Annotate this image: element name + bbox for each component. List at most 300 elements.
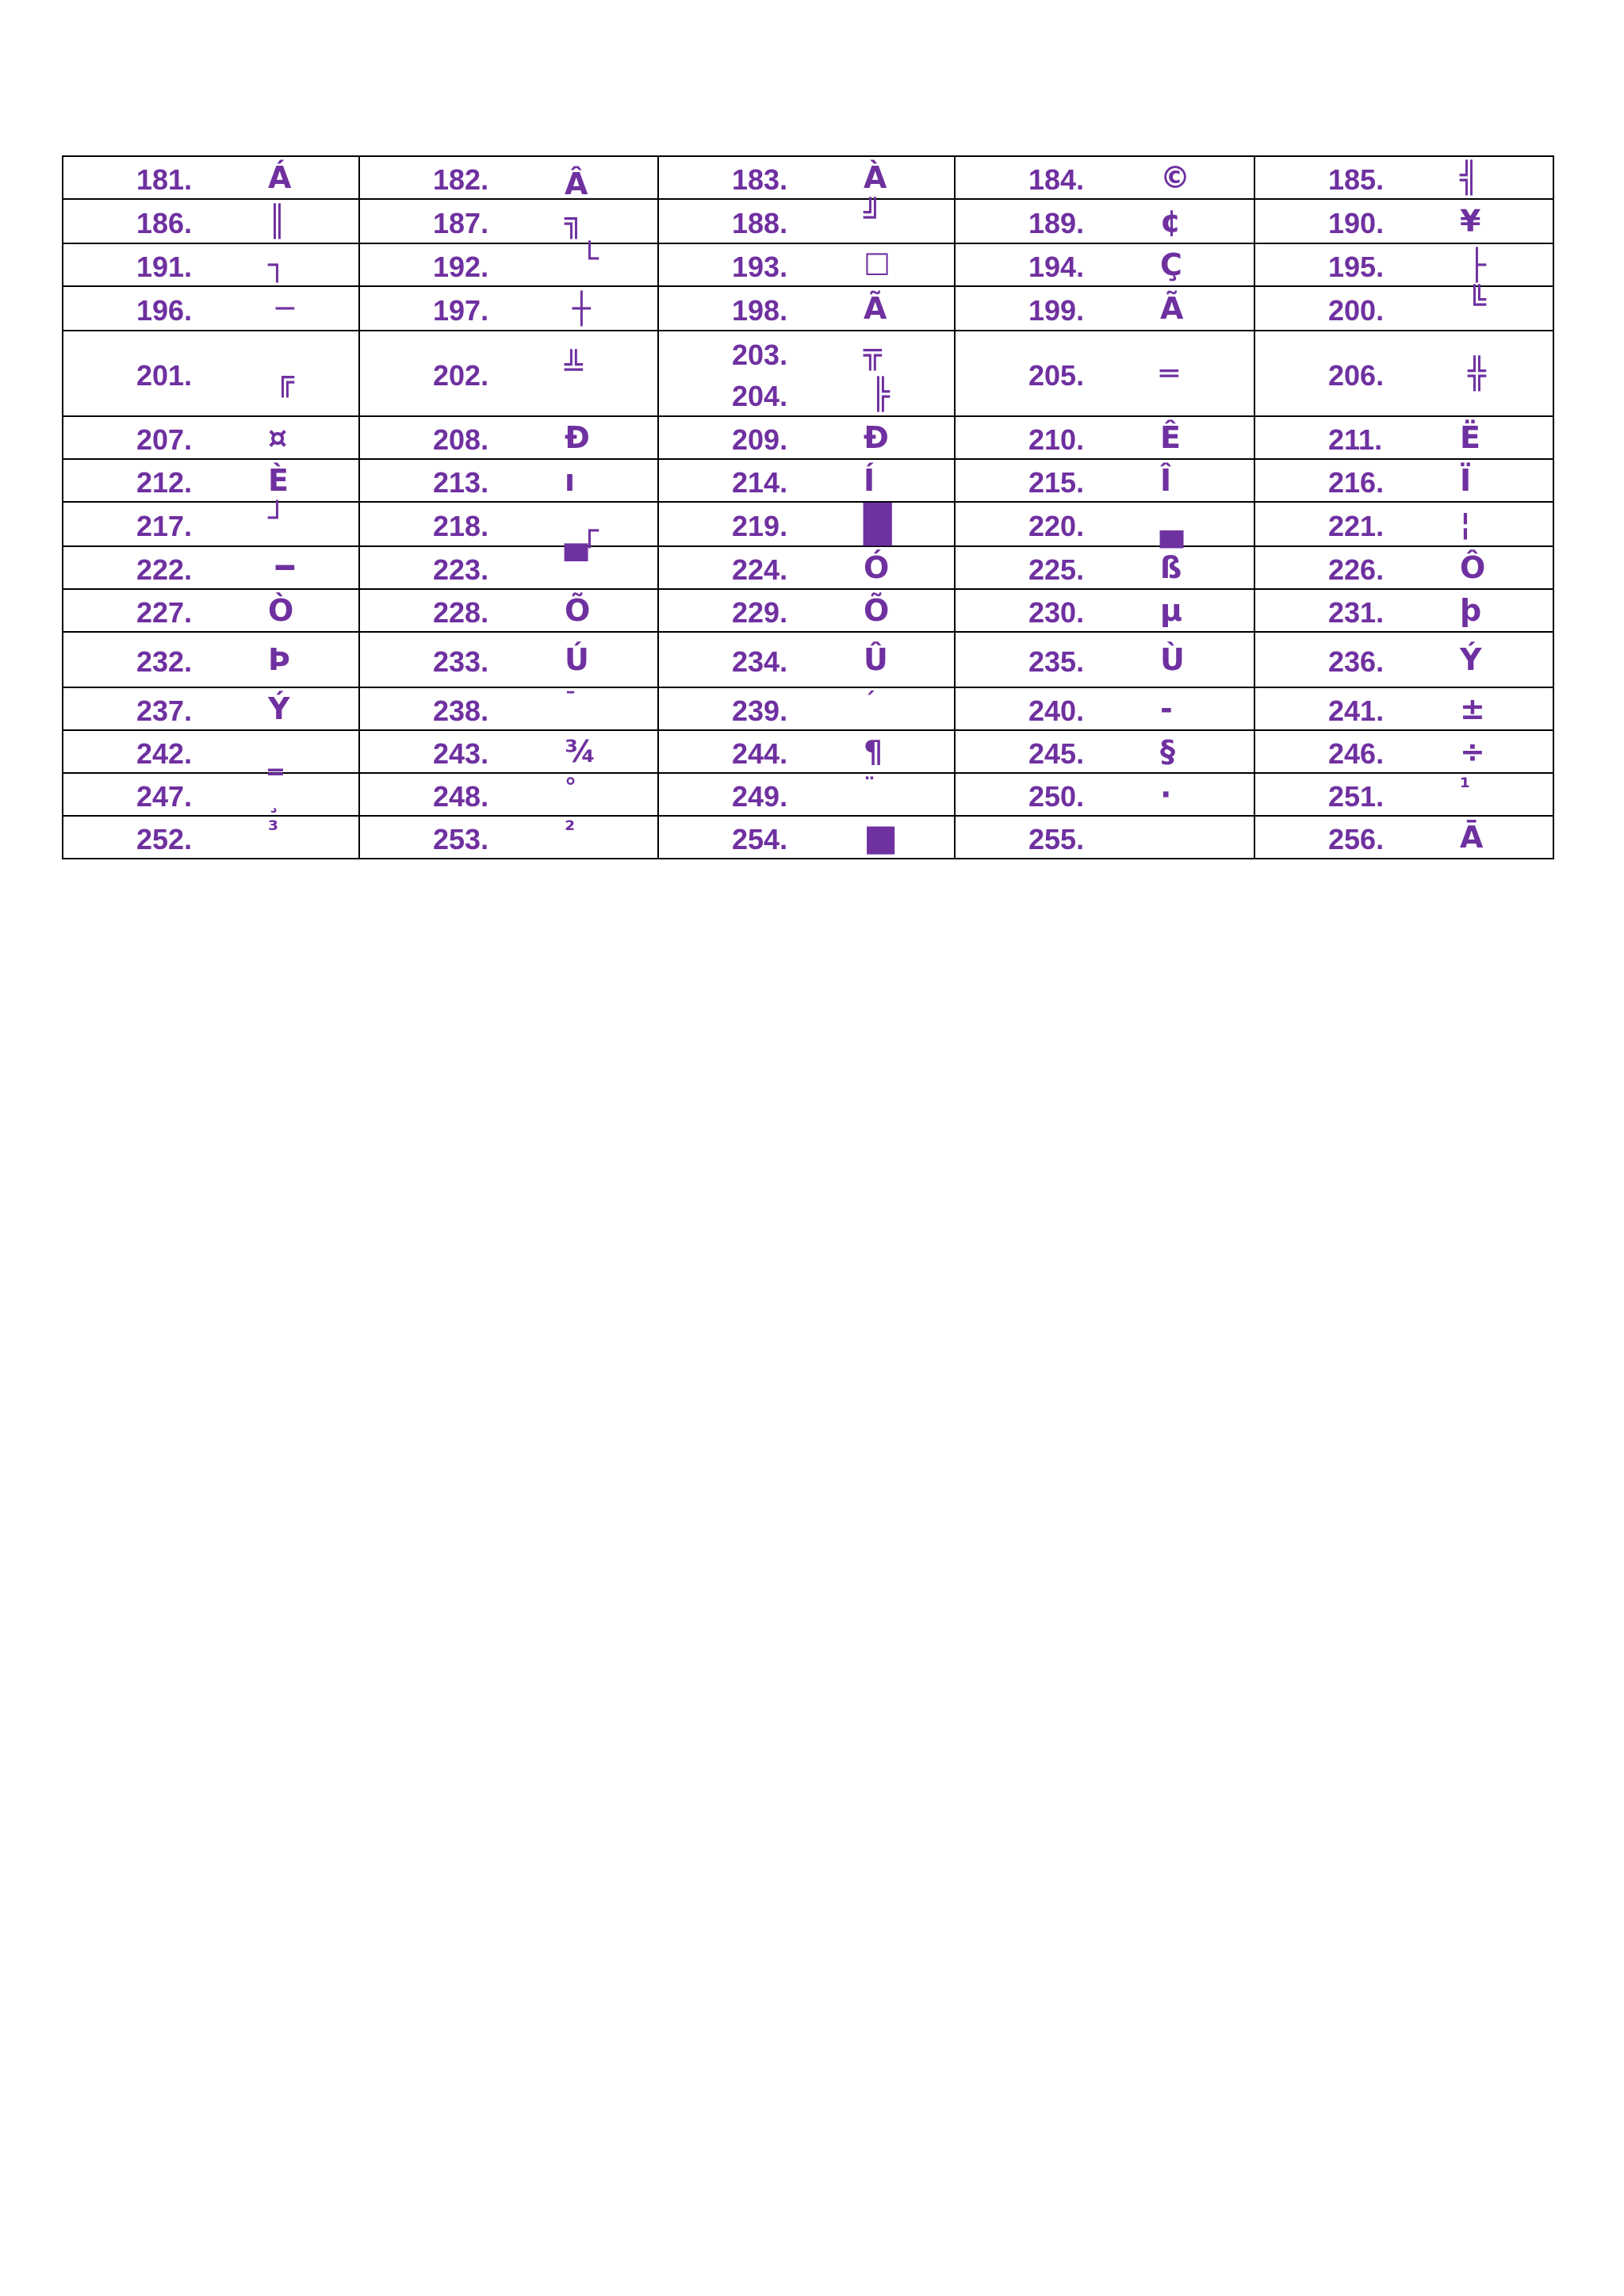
code-number: 185. [1328, 163, 1385, 196]
code-entry [63, 288, 358, 329]
code-symbol: └ [580, 241, 599, 276]
code-entry [63, 731, 358, 775]
table-cell [955, 632, 1254, 687]
code-symbol: Á [268, 160, 292, 195]
code-number: 238. [433, 695, 489, 727]
code-number: 215. [1028, 466, 1085, 499]
code-number: 237. [136, 695, 193, 727]
code-number: 194. [1028, 251, 1085, 283]
code-entry [659, 639, 954, 680]
table-body [63, 156, 1553, 859]
code-entry [956, 547, 1254, 588]
table-cell [63, 546, 359, 589]
code-entry [659, 731, 954, 772]
code-entry [659, 817, 954, 858]
table-cell [1254, 199, 1553, 243]
code-symbol: ╩ [565, 350, 583, 385]
code-entry [659, 157, 954, 198]
code-entry [1255, 590, 1553, 631]
code-symbol: ☐ [864, 247, 891, 282]
code-entry [63, 201, 358, 242]
code-entry [63, 817, 358, 858]
table-cell [658, 546, 955, 589]
table-cell [63, 632, 359, 687]
code-number: 249. [732, 780, 788, 813]
code-number: 211. [1328, 423, 1383, 456]
table-cell [359, 199, 658, 243]
code-number: 235. [1028, 645, 1085, 678]
code-number: 256. [1328, 823, 1385, 855]
code-symbol: ║ [268, 204, 286, 239]
code-symbol: ¶ [864, 734, 883, 769]
code-symbol: Ð [565, 420, 590, 455]
code-number: 233. [433, 645, 489, 678]
table-cell [1254, 331, 1553, 416]
code-symbol: Ý [1460, 642, 1482, 677]
code-entry [1255, 417, 1553, 458]
code-number: 222. [136, 553, 193, 586]
code-entry [63, 460, 358, 501]
code-number: 193. [732, 251, 788, 283]
code-symbol: ▀ [565, 544, 588, 579]
code-number: 219. [732, 510, 788, 542]
code-number: 212. [136, 466, 193, 499]
table-row [63, 816, 1553, 859]
code-symbol: © [1160, 160, 1190, 195]
table-cell [359, 286, 658, 331]
code-number: 192. [433, 251, 489, 283]
code-entry [360, 639, 657, 680]
table-row [63, 331, 1553, 416]
code-number: 216. [1328, 466, 1385, 499]
code-symbol: Â [565, 166, 588, 201]
code-number: 218. [433, 510, 489, 542]
code-number: 197. [433, 294, 489, 327]
code-entry [956, 288, 1254, 329]
code-entry [659, 460, 954, 501]
code-symbol: Û [864, 642, 888, 677]
code-number: 188. [732, 207, 788, 239]
code-symbol: Ã [1160, 291, 1184, 326]
code-symbol: þ [1460, 593, 1482, 628]
code-symbol: ╠ [871, 377, 890, 411]
code-entry [1255, 639, 1553, 680]
table-row [63, 687, 1553, 730]
code-symbol: Ê [1160, 420, 1181, 455]
table-row [63, 589, 1553, 632]
code-number: 209. [732, 423, 788, 456]
code-number: 214. [732, 466, 788, 499]
code-number: 181. [136, 163, 193, 196]
code-entry [1255, 157, 1553, 198]
table-cell [658, 286, 955, 331]
code-symbol: ━ [276, 550, 294, 585]
code-number: 223. [433, 553, 489, 586]
table-cell [955, 730, 1254, 773]
code-entry [956, 201, 1254, 242]
code-entry [659, 373, 954, 415]
code-number: 204. [732, 380, 788, 412]
code-symbol: Ý [268, 691, 290, 726]
table-cell [1254, 730, 1553, 773]
code-entry [360, 590, 657, 631]
table-cell [359, 243, 658, 286]
code-number: 226. [1328, 553, 1385, 586]
table-cell [63, 816, 359, 859]
code-entry [956, 157, 1254, 198]
code-entry [956, 731, 1254, 772]
code-symbol: Î [1160, 463, 1172, 498]
code-entry [360, 817, 657, 858]
code-symbol: ¾ [565, 734, 596, 769]
code-entry [659, 774, 954, 815]
table-cell [359, 459, 658, 502]
table-cell [359, 687, 658, 730]
code-symbol: ¹ [1460, 774, 1471, 802]
code-entry [360, 288, 657, 329]
code-symbol: Ó [864, 550, 890, 585]
code-number: 253. [433, 823, 489, 855]
code-entry [659, 244, 954, 285]
code-number: 246. [1328, 737, 1385, 770]
code-symbol: Ù [1160, 642, 1185, 677]
table-cell [1254, 687, 1553, 730]
table-row [63, 243, 1553, 286]
code-number: 195. [1328, 251, 1385, 283]
code-number: 248. [433, 780, 489, 813]
table-cell [1254, 589, 1553, 632]
code-entry [659, 547, 954, 588]
code-symbol: ¥ [1460, 204, 1481, 239]
table-row [63, 459, 1553, 502]
code-number: 189. [1028, 207, 1085, 239]
table-cell [63, 502, 359, 546]
code-entry [659, 288, 954, 329]
code-number: 184. [1028, 163, 1085, 196]
code-symbol: Ô [1460, 550, 1486, 585]
code-symbol: ¯ [565, 688, 576, 716]
table-cell [359, 730, 658, 773]
code-entry [1255, 244, 1553, 285]
code-number: 225. [1028, 553, 1085, 586]
table-cell [63, 416, 359, 459]
code-entry [360, 241, 657, 285]
code-entry [63, 688, 358, 729]
code-symbol: ┐ [268, 247, 286, 282]
code-number: 251. [1328, 780, 1385, 813]
code-symbol: ╚ [1468, 285, 1486, 320]
code-number: 217. [136, 510, 193, 542]
code-number: 213. [433, 466, 489, 499]
code-symbol: ° [565, 774, 576, 802]
table-cell [955, 459, 1254, 502]
code-symbol: ¤ [268, 420, 288, 455]
code-symbol: ╔ [276, 362, 294, 397]
code-number: 241. [1328, 695, 1385, 727]
code-symbol: ─ [276, 291, 294, 326]
table-cell [658, 156, 955, 199]
code-number: 236. [1328, 645, 1385, 678]
code-entry [360, 544, 657, 588]
code-number: 200. [1328, 294, 1385, 327]
table-cell [359, 546, 658, 589]
table-cell [658, 816, 955, 859]
code-symbol: · [1160, 777, 1172, 812]
code-entry [360, 731, 657, 772]
code-symbol: - [1160, 691, 1173, 726]
code-number: 198. [732, 294, 788, 327]
code-entry [1255, 547, 1553, 588]
code-entry [659, 503, 954, 545]
code-number: 255. [1028, 823, 1085, 855]
table-cell [63, 687, 359, 730]
code-symbol: Ā [1460, 820, 1484, 855]
code-entry [659, 197, 954, 242]
code-symbol: Ç [1160, 247, 1182, 282]
code-entry [956, 817, 1254, 858]
code-number: 232. [136, 645, 193, 678]
code-entry [360, 460, 657, 501]
code-entry [956, 244, 1254, 285]
code-entry [1255, 285, 1553, 329]
code-number: 243. [433, 737, 489, 770]
code-symbol: ÷ [1460, 734, 1485, 769]
code-entry [360, 201, 657, 242]
code-symbol: ▄ [1160, 513, 1184, 548]
code-symbol: À [864, 160, 887, 195]
code-entry [360, 688, 657, 729]
table-cell [1254, 416, 1553, 459]
code-entry [659, 417, 954, 458]
table-cell [955, 331, 1254, 416]
table-cell [1254, 243, 1553, 286]
table-cell [359, 773, 658, 816]
code-entry [1255, 688, 1553, 729]
table-cell [63, 589, 359, 632]
code-number: 234. [732, 645, 788, 678]
code-number: 208. [433, 423, 489, 456]
code-number: 245. [1028, 737, 1085, 770]
code-number: 240. [1028, 695, 1085, 727]
code-symbol: ╝ [864, 197, 882, 232]
table-cell [1254, 546, 1553, 589]
table-cell [955, 156, 1254, 199]
code-number: 201. [136, 359, 193, 392]
code-entry [956, 774, 1254, 815]
code-entry [360, 774, 657, 815]
code-entry [63, 353, 358, 397]
code-number: 254. [732, 823, 788, 855]
table-cell [955, 546, 1254, 589]
table-cell [1254, 286, 1553, 331]
table-cell [1254, 156, 1553, 199]
code-symbol: § [1160, 734, 1175, 769]
code-entry [956, 353, 1254, 394]
table-cell [658, 730, 955, 773]
table-cell [955, 199, 1254, 243]
table-cell [658, 687, 955, 730]
code-symbol: ´ [864, 688, 875, 716]
table-cell [63, 773, 359, 816]
code-symbol: Õ [565, 593, 591, 628]
code-number: 242. [136, 737, 193, 770]
code-symbol: Ú [565, 642, 589, 677]
code-entry [956, 503, 1254, 548]
code-entry [63, 500, 358, 545]
code-entry [63, 417, 358, 458]
code-symbol: ┘ [268, 500, 286, 535]
code-entry [63, 157, 358, 198]
code-symbol: ‗ [268, 740, 283, 775]
code-entry [63, 590, 358, 631]
code-symbol: ╗ [565, 204, 583, 239]
table-cell [359, 589, 658, 632]
table-cell [63, 459, 359, 502]
code-symbol: ╣ [1460, 160, 1478, 195]
table-cell [1254, 816, 1553, 859]
code-number: 250. [1028, 780, 1085, 813]
code-entry [956, 639, 1254, 680]
table-cell [955, 687, 1254, 730]
table-cell [1254, 502, 1553, 546]
code-number: 252. [136, 823, 193, 855]
code-number: 207. [136, 423, 193, 456]
code-number: 228. [433, 596, 489, 629]
code-symbol: ³ [268, 817, 279, 844]
code-number: 203. [732, 339, 788, 371]
code-symbol: Ð [864, 420, 889, 455]
table-cell [658, 243, 955, 286]
table-row [63, 730, 1553, 773]
code-entry [63, 547, 358, 588]
table-row [63, 502, 1553, 546]
code-entry [360, 417, 657, 458]
code-entry [659, 688, 954, 729]
table-cell [1254, 632, 1553, 687]
code-symbol: ╬ [1468, 356, 1486, 391]
code-number: 205. [1028, 359, 1085, 392]
code-entry [956, 688, 1254, 729]
code-number: 229. [732, 596, 788, 629]
code-symbol: ╦ [864, 335, 882, 370]
table-cell [955, 286, 1254, 331]
code-entry [659, 590, 954, 631]
table-cell [359, 331, 658, 416]
code-number: 190. [1328, 207, 1385, 239]
code-number: 244. [732, 737, 788, 770]
table-row [63, 156, 1553, 199]
code-symbol: ¸ [268, 786, 280, 814]
code-symbol: Í [864, 463, 875, 498]
code-symbol: µ [1160, 593, 1182, 628]
code-number: 230. [1028, 596, 1085, 629]
table-row [63, 286, 1553, 331]
code-number: 187. [433, 207, 489, 239]
table-row [63, 546, 1553, 589]
code-symbol: Þ [268, 642, 291, 677]
code-entry [1255, 731, 1553, 772]
code-symbol: Ã [864, 291, 887, 326]
code-symbol: Ò [268, 593, 294, 628]
code-number: 220. [1028, 510, 1085, 542]
code-entry [63, 639, 358, 680]
table-cell [63, 286, 359, 331]
code-symbol: ¨ [864, 774, 875, 802]
code-symbol: Ï [1460, 463, 1472, 498]
code-symbol: ┼ [573, 291, 591, 326]
code-symbol: Ë [1460, 420, 1480, 455]
table-cell [658, 416, 955, 459]
code-number: 227. [136, 596, 193, 629]
table-cell [63, 331, 359, 416]
table-cell [359, 156, 658, 199]
table-cell [359, 632, 658, 687]
code-symbol: ß [1160, 550, 1182, 585]
table-cell [63, 156, 359, 199]
code-symbol: ¢ [1160, 204, 1182, 239]
code-number: 239. [732, 695, 788, 727]
code-entry [956, 460, 1254, 501]
table-cell [658, 589, 955, 632]
table-cell [63, 243, 359, 286]
code-number: 182. [433, 163, 489, 196]
table-cell [359, 502, 658, 546]
table-cell [955, 816, 1254, 859]
table-cell [955, 502, 1254, 546]
table-cell [63, 199, 359, 243]
code-entry [63, 774, 358, 815]
code-entry [956, 417, 1254, 458]
code-number: 231. [1328, 596, 1385, 629]
table-cell [658, 459, 955, 502]
code-entry [956, 590, 1254, 631]
code-number: 183. [732, 163, 788, 196]
code-number: 210. [1028, 423, 1085, 456]
table-cell [1254, 459, 1553, 502]
table-cell [658, 773, 955, 816]
code-symbol: ı [565, 463, 576, 498]
table-cell [955, 416, 1254, 459]
table-row [63, 773, 1553, 816]
code-symbol: ± [1460, 691, 1485, 726]
code-number: 224. [732, 553, 788, 586]
table-cell [1254, 773, 1553, 816]
code-symbol: ■ [864, 816, 898, 859]
code-number: 221. [1328, 510, 1385, 542]
code-number: 196. [136, 294, 193, 327]
table-cell [658, 331, 955, 416]
table-cell [955, 773, 1254, 816]
code-entry [659, 332, 954, 373]
table-cell [955, 243, 1254, 286]
code-entry [1255, 460, 1553, 501]
code-entry [1255, 201, 1553, 242]
table-cell [63, 730, 359, 773]
code-number: 186. [136, 207, 193, 239]
code-symbol: Õ [864, 593, 890, 628]
code-entry [360, 157, 657, 201]
code-symbol: ═ [1160, 356, 1178, 391]
code-entry [1255, 817, 1553, 858]
table-row [63, 199, 1553, 243]
code-number: 191. [136, 251, 193, 283]
table-cell [359, 416, 658, 459]
table-cell [658, 632, 955, 687]
code-entry [1255, 503, 1553, 545]
code-symbol: ¦ [1460, 507, 1471, 541]
table-cell [658, 502, 955, 546]
code-symbol: È [268, 463, 289, 498]
